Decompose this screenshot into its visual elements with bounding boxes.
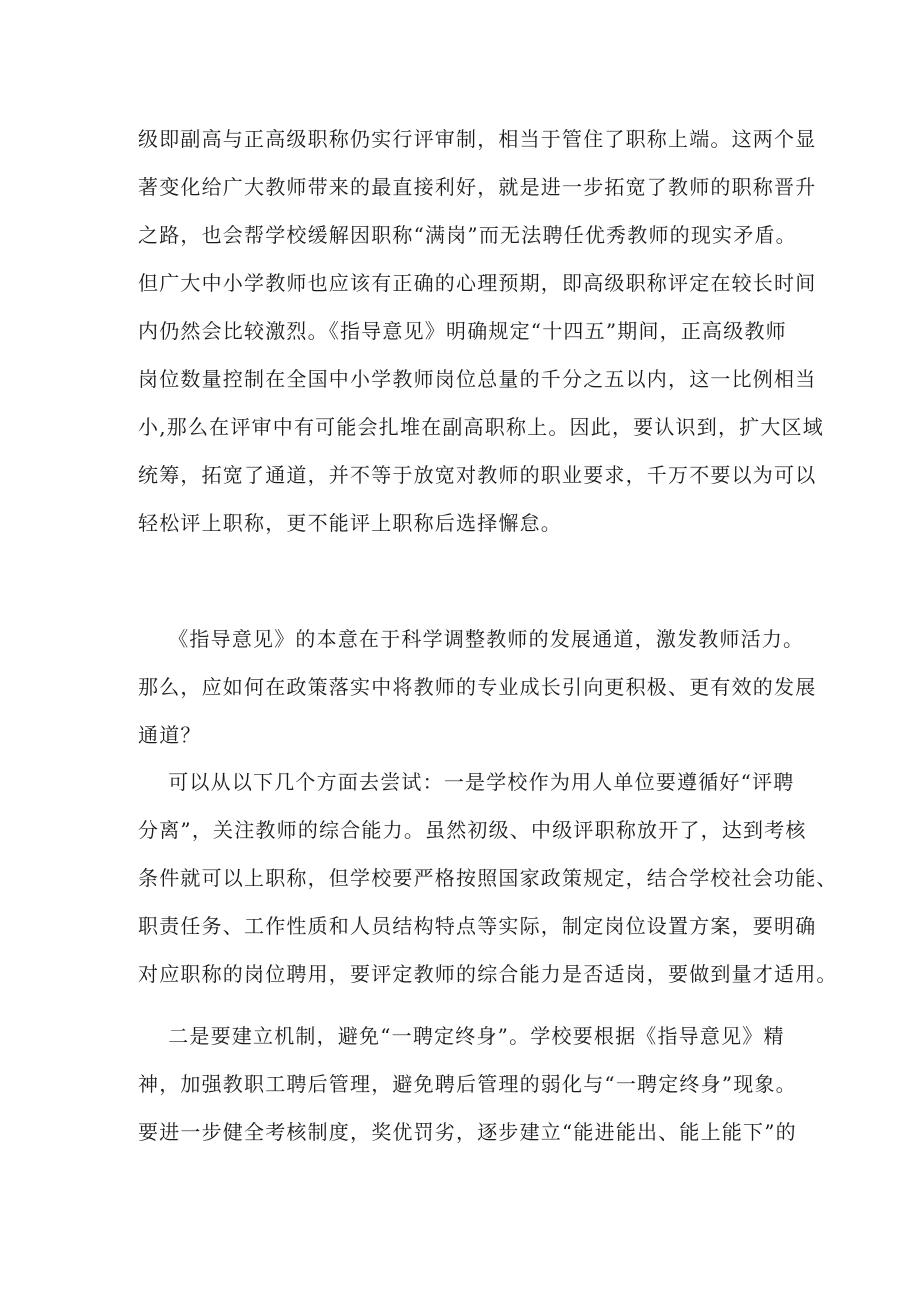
- text-line: 职责任务、工作性质和人员结构特点等实际，制定岗位设置方案，要明确: [138, 914, 817, 938]
- text-line: 岗位数量控制在全国中小学教师岗位总量的千分之五以内，这一比例相当: [138, 367, 817, 391]
- text-line: 《指导意见》的本意在于科学调整教师的发展通道，激发教师活力。: [138, 627, 805, 651]
- text-line: 可以从以下几个方面去尝试：一是学校作为用人单位要遵循好“评聘: [138, 770, 795, 794]
- paragraph-4: [138, 1012, 798, 1156]
- text-line: 内仍然会比较激烈。《指导意见》明确规定“十四五”期间，正高级教师: [138, 319, 787, 343]
- text-line: 统筹，拓宽了通道，并不等于放宽对教师的职业要求，千万不要以为可以: [138, 463, 817, 487]
- paragraph-2: [138, 615, 817, 759]
- text-line: 对应职称的岗位聘用，要评定教师的综合能力是否适岗，要做到量才适用。: [138, 962, 838, 986]
- text-line: 但广大中小学教师也应该有正确的心理预期，即高级职称评定在较长时间: [138, 271, 817, 295]
- text-line: 要进一步健全考核制度，奖优罚劣，逐步建立“能进能出、能上能下”的: [138, 1120, 797, 1144]
- text-line: 轻松评上职称，更不能评上职称后选择懈怠。: [138, 511, 562, 535]
- text-line: 通道？: [138, 723, 202, 747]
- paragraph-1: [138, 115, 824, 547]
- text-line: 二是要建立机制，避免“一聘定终身”。学校要根据《指导意见》精: [138, 1024, 785, 1048]
- text-line: 级即副高与正高级职称仍实行评审制，相当于管住了职称上端。这两个显: [138, 127, 817, 151]
- paragraph-3: [138, 758, 838, 998]
- text-line: 分离”，关注教师的综合能力。虽然初级、中级评职称放开了，达到考核: [138, 818, 807, 842]
- text-line: 那么，应如何在政策落实中将教师的专业成长引向更积极、更有效的发展: [138, 675, 817, 699]
- text-line: 著变化给广大教师带来的最直接利好，就是进一步拓宽了教师的职称晋升: [138, 175, 817, 199]
- text-line: 小,那么在评审中有可能会扎堆在副高职称上。因此，要认识到，扩大区域: [138, 415, 824, 439]
- text-line: 神，加强教职工聘后管理，避免聘后管理的弱化与“一聘定终身”现象。: [138, 1072, 797, 1096]
- text-line: 之路，也会帮学校缓解因职称“满岗”而无法聘任优秀教师的现实矛盾。: [138, 223, 797, 247]
- text-line: 条件就可以上职称，但学校要严格按照国家政策规定，结合学校社会功能、: [138, 866, 838, 890]
